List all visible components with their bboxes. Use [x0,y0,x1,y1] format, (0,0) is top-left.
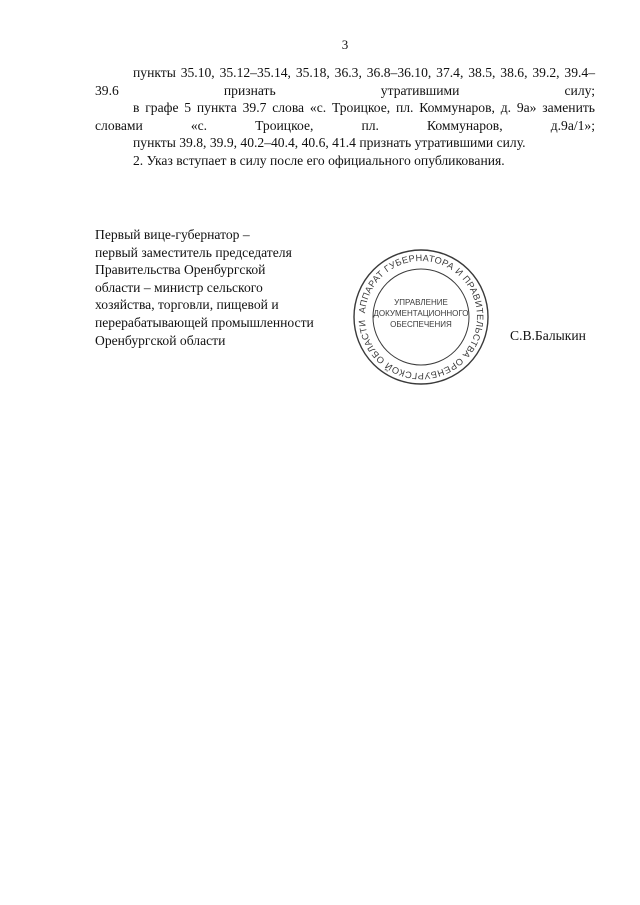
position-line: Правительства Оренбургской [95,262,266,278]
position-line: Оренбургской области [95,332,226,348]
seal-outer-text: АППАРАТ ГУБЕРНАТОРА И ПРАВИТЕЛЬСТВА ОРЕНБУРГСКОЙ ОБЛАСТИ [356,252,486,382]
document-body [95,64,595,170]
position-line: области – министр сельского [95,279,263,295]
signatory-position [95,226,355,349]
paragraph-repealed-points-1: пункты 35.10, 35.12–35.14, 35.18, 36.3, 36.8–36.10, 37.4, 38.5, 38.6, 39.2, 39.4–39.6 признать утратившими силу; [95,65,595,98]
position-line: первый заместитель председателя [95,244,292,260]
seal-inner-line: УПРАВЛЕНИЕ [394,298,448,307]
position-line: хозяйства, торговли, пищевой и [95,297,279,313]
paragraph-repealed-points-2: пункты 39.8, 39.9, 40.2–40.4, 40.6, 41.4 признать утратившими силу. [133,135,526,151]
paragraph-replace-wording: в графе 5 пункта 39.7 слова «с. Троицкое, пл. Коммунаров, д. 9а» заменить словами «с. Троицкое, пл. Коммунаров, д.9а/1»; [95,100,595,133]
position-line: перерабатывающей промышленности [95,314,314,330]
page-number: 3 [341,37,349,52]
position-line: Первый вице-губернатор – [95,227,250,242]
seal-inner-line: ДОКУМЕНТАЦИОННОГО [373,309,469,318]
seal-inner-line: ОБЕСПЕЧЕНИЯ [390,320,452,329]
official-seal [351,247,491,387]
signatory-name: С.В.Балыкин [510,328,586,343]
paragraph-entry-into-force: 2. Указ вступает в силу после его официального опубликования. [133,152,505,168]
